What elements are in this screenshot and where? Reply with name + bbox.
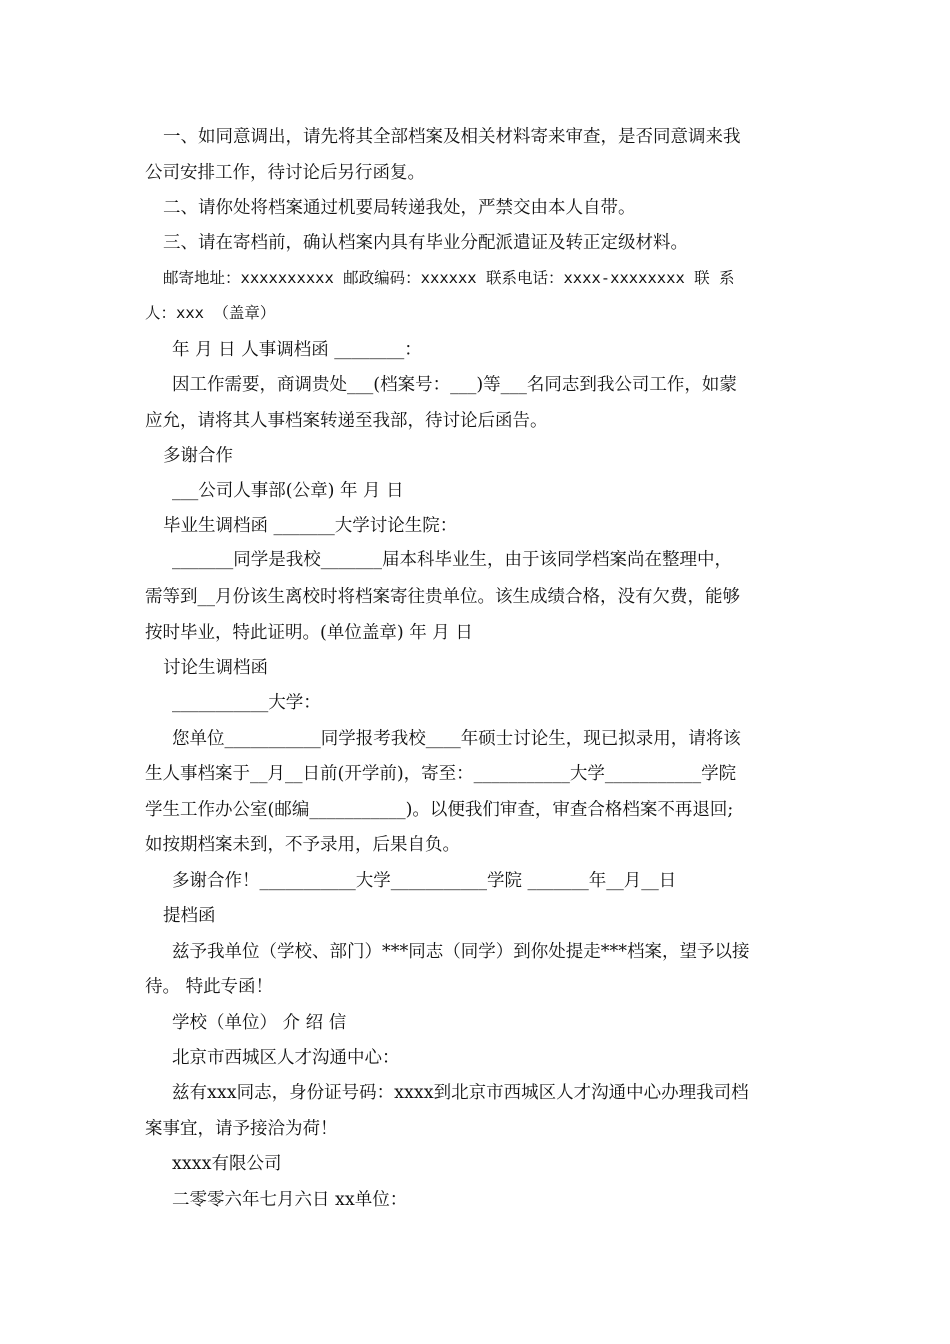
text-line: 三、请在寄档前，确认档案内具有毕业分配派遣证及转正定级材料。	[163, 233, 688, 253]
text-line: ___________大学：	[172, 693, 321, 713]
text-line: 需等到__月份该生离校时将档案寄往贵单位。该生成绩合格，没有欠费，能够	[145, 587, 740, 607]
text-line: 应允，请将其人事档案转递至我部，待讨论后函告。	[145, 411, 548, 431]
text-line: 兹有xxx同志，身份证号码：xxxx到北京市西城区人才沟通中心办理我司档	[172, 1083, 749, 1103]
text-line: 您单位___________同学报考我校____年硕士讨论生，现已拟录用，请将该	[172, 729, 741, 749]
text-line: 如按期档案未到，不予录用，后果自负。	[145, 835, 460, 855]
text-line: 二、请你处将档案通过机要局转递我处，严禁交由本人自带。	[163, 198, 636, 218]
text-line: 一、如同意调出，请先将其全部档案及相关材料寄来审查，是否同意调来我	[163, 127, 741, 147]
text-line: 因工作需要，商调贵处___(档案号：___)等___名同志到我公司工作，如蒙	[172, 375, 737, 395]
text-line: 生人事档案于__月__日前(开学前)，寄至：___________大学___________学院	[145, 764, 737, 784]
text-line: 案事宜，请予接洽为荷！	[145, 1119, 338, 1139]
text-line: 讨论生调档函	[163, 658, 268, 678]
text-line: 多谢合作！___________大学___________学院 _______年__月__日	[172, 871, 677, 891]
text-line: 人：xxx （盖章）	[145, 304, 276, 322]
text-line: 公司安排工作，待讨论后另行函复。	[145, 163, 425, 183]
text-line: 按时毕业，特此证明。(单位盖章) 年 月 日	[145, 623, 473, 643]
text-line: 待。 特此专函！	[145, 977, 274, 997]
text-line: 提档函	[163, 906, 216, 926]
text-line: 毕业生调档函 _______大学讨论生院：	[163, 516, 458, 536]
text-line: xxxx有限公司	[172, 1154, 282, 1174]
text-line: _______同学是我校_______届本科毕业生，由于该同学档案尚在整理中，	[172, 550, 732, 570]
text-line: 多谢合作	[163, 446, 233, 466]
text-line: 二零零六年七月六日 xx单位：	[172, 1190, 408, 1210]
text-line: 北京市西城区人才沟通中心：	[172, 1048, 400, 1068]
text-line: 学生工作办公室(邮编___________)。以便我们审查，审查合格档案不再退回;	[145, 800, 734, 820]
text-line: 邮寄地址：xxxxxxxxxx 邮政编码：xxxxxx 联系电话：xxxx-xxxxxxxx 联 系	[163, 269, 735, 287]
text-line: 学校（单位） 介 绍 信	[172, 1013, 347, 1033]
text-line: 兹予我单位（学校、部门）***同志（同学）到你处提走***档案，望予以接	[172, 942, 750, 962]
text-line: ___公司人事部(公章) 年 月 日	[172, 481, 404, 501]
text-line: 年 月 日 人事调档函 ________：	[172, 340, 422, 360]
